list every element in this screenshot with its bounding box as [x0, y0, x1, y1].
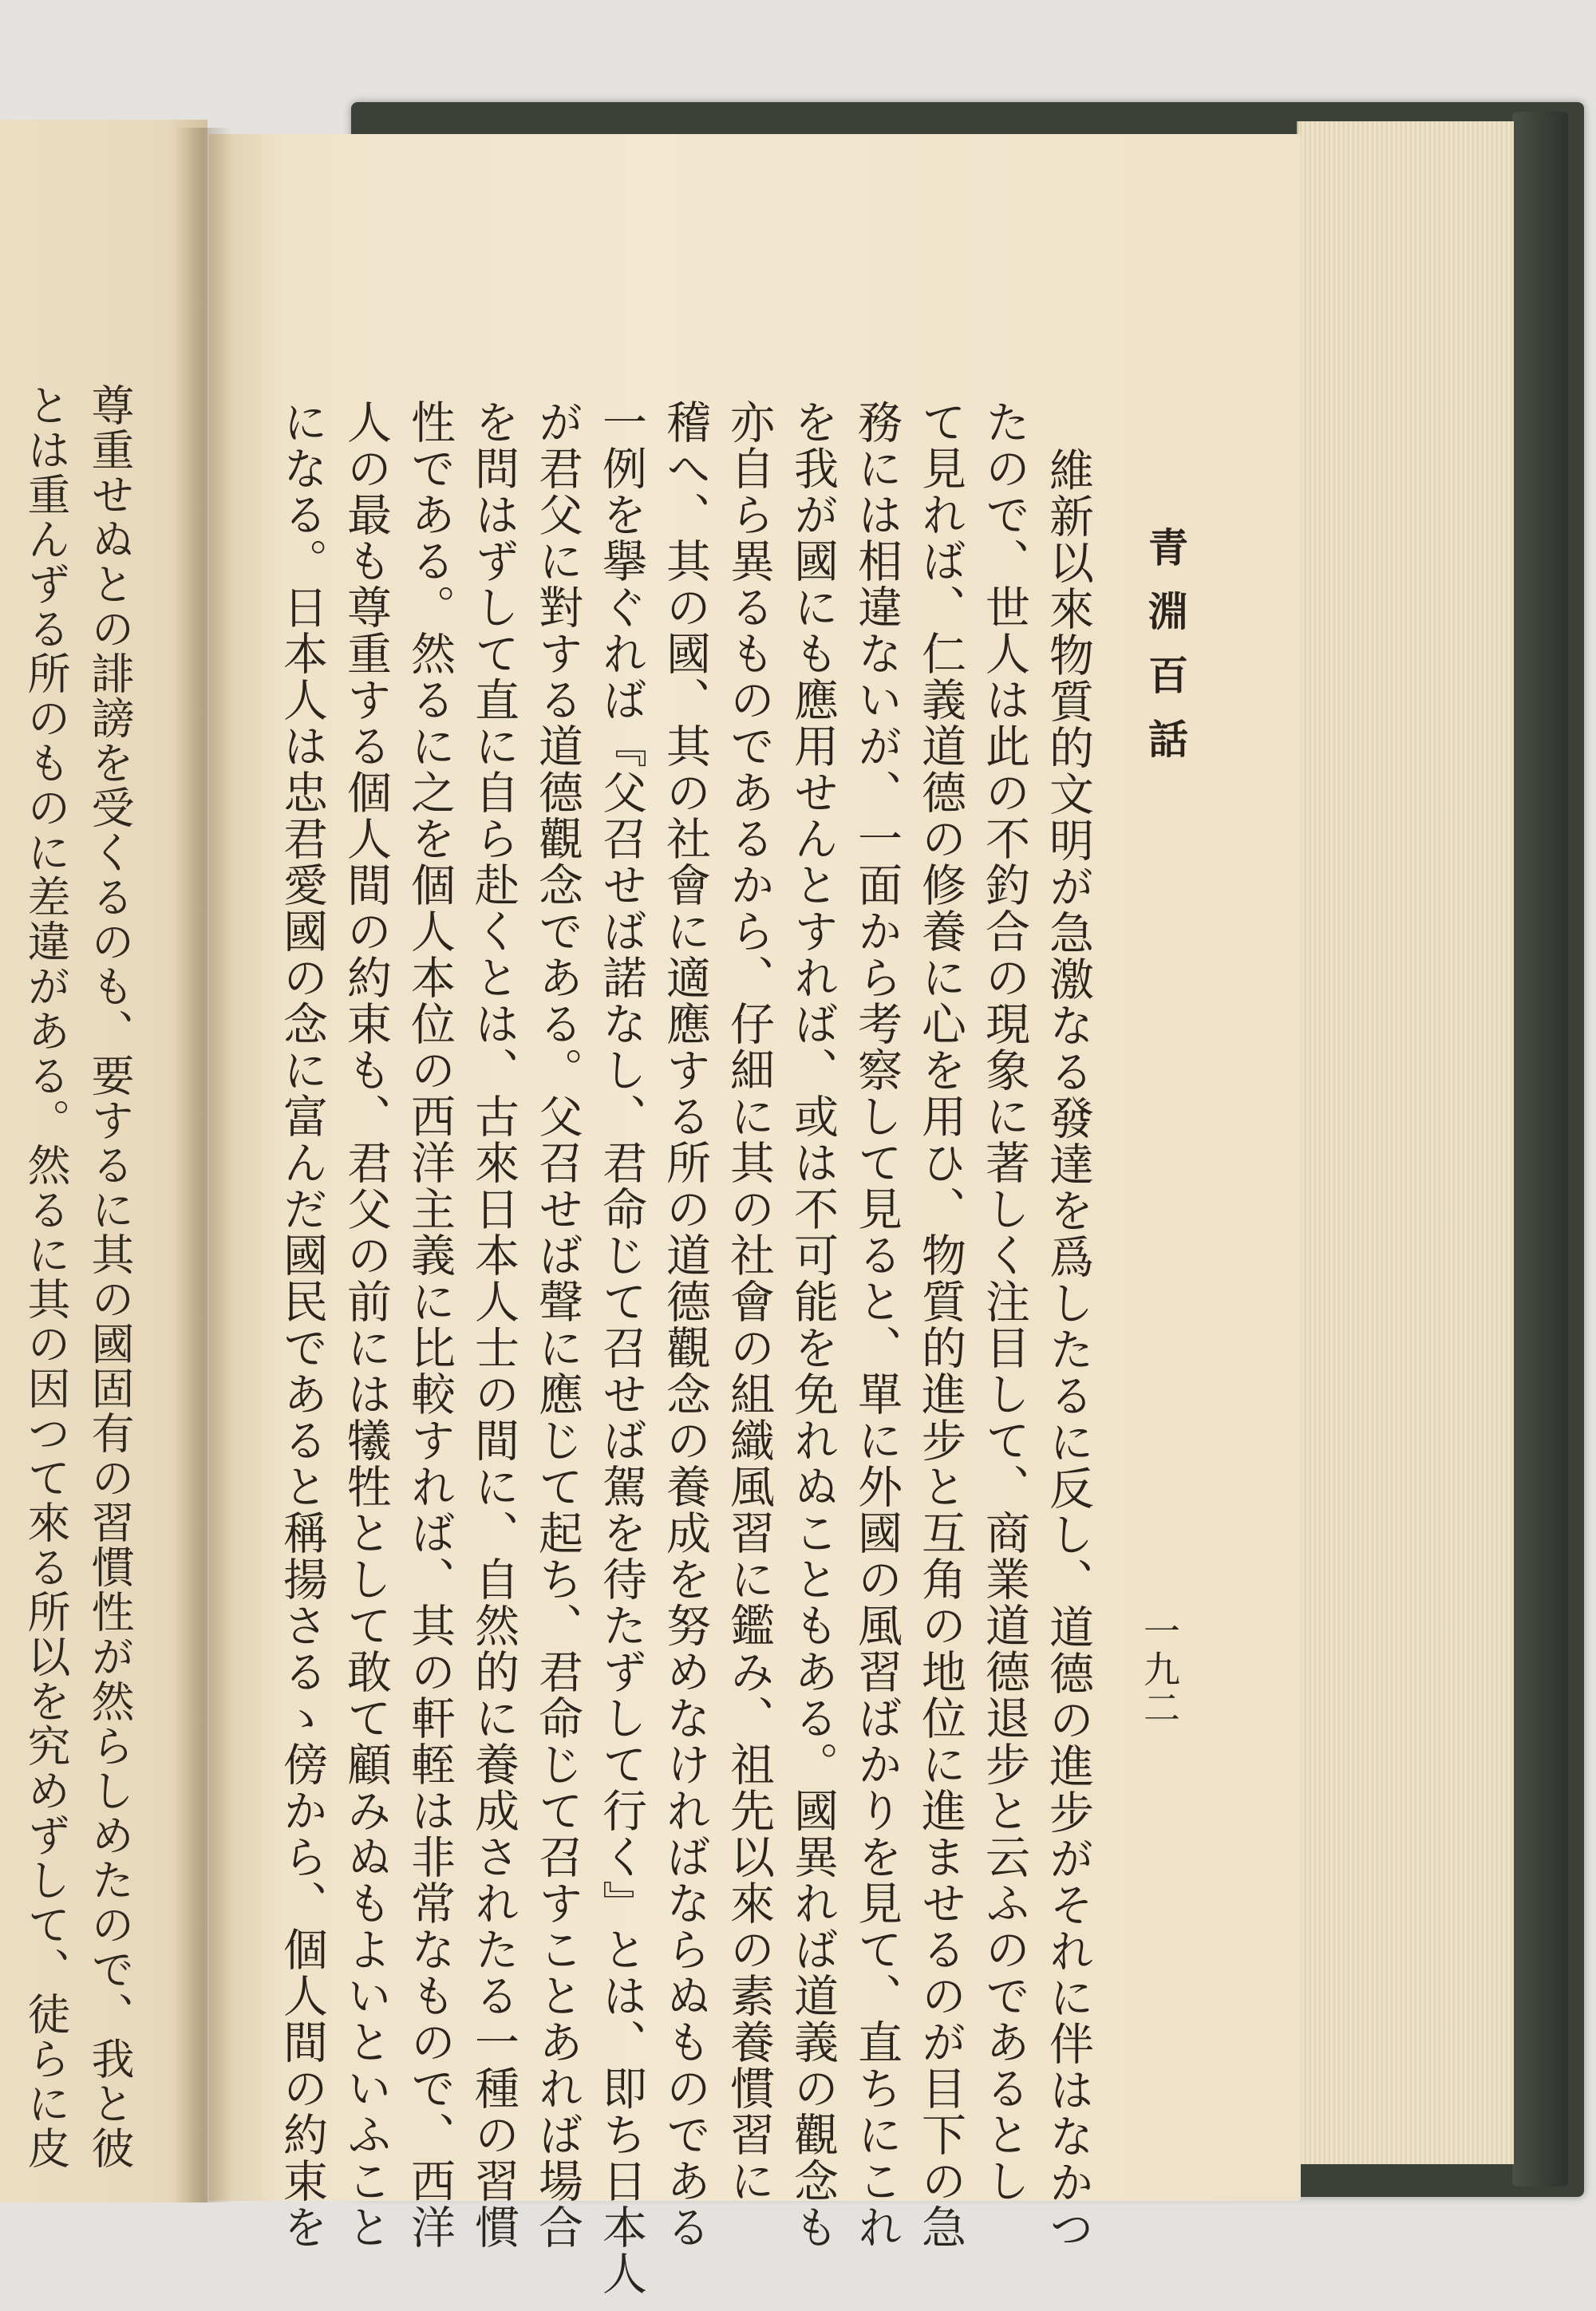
- page-edges: [1297, 121, 1514, 2164]
- text-column: 人の最も尊重する個人間の約束も、君父の前には犧牲として敢て顧みぬもよいといふこと: [340, 399, 392, 2250]
- text-column: を我が國にも應用せんとすれば、或は不可能を免れぬこともある。國異れば道義の觀念も: [787, 399, 839, 2250]
- text-column: 亦自ら異るものであるから、仔細に其の社會の組織風習に鑑み、祖先以來の素養慣習に: [723, 399, 775, 2204]
- page-number: 一九二: [1138, 1612, 1181, 1727]
- text-column: になる。日本人は忠君愛國の念に富んだ國民であると稱揚さるゝ傍から、個人間の約束を: [276, 399, 328, 2250]
- text-column: たので、世人は此の不釣合の現象に著しく注目して、商業道德退步と云ふのであるとし: [978, 399, 1030, 2204]
- book-spine-edge: [1512, 112, 1568, 2187]
- text-column: 性である。然るに之を個人本位の西洋主義に比較すれば、其の軒輊は非常なもので、西洋: [404, 399, 456, 2250]
- text-column: て見れば、仁義道德の修養に心を用ひ、物質的進步と互角の地位に進ませるのが目下の急: [915, 399, 966, 2250]
- running-head: 青淵百話: [1142, 527, 1189, 782]
- book-gutter: [176, 128, 231, 2202]
- text-column: 維新以來物質的文明が急激なる發達を爲したるに反し、道德の進步がそれに伴はなかつ: [1042, 447, 1094, 2252]
- text-column: 一例を擧ぐれば『父召せば諾なし、君命じて召せば駕を待たずして行く』とは、即ち日本人: [595, 399, 647, 2297]
- text-column: 務には相違ないが、一面から考察して見ると、單に外國の風習ばかりを見て、直ちにこれ: [851, 399, 903, 2250]
- left-page-text-column: とは重んずる所のものに差違がある。然るに其の因つて來る所以を究めずして、徒らに皮: [21, 383, 71, 2171]
- left-page-text-column: 尊重せぬとの誹謗を受くるのも、要するに其の國固有の習慣性が然らしめたので、我と彼: [85, 383, 135, 2171]
- text-column: を問はずして直に自ら赴くとは、古來日本人士の間に、自然的に養成されたる一種の習慣: [468, 399, 519, 2250]
- text-column: 稽へ、其の國、其の社會に適應する所の道德觀念の養成を努めなければならぬものである: [659, 399, 711, 2250]
- text-column: が君父に對する道德觀念である。父召せば聲に應じて起ち、君命じて召すことあれば場合: [531, 399, 583, 2250]
